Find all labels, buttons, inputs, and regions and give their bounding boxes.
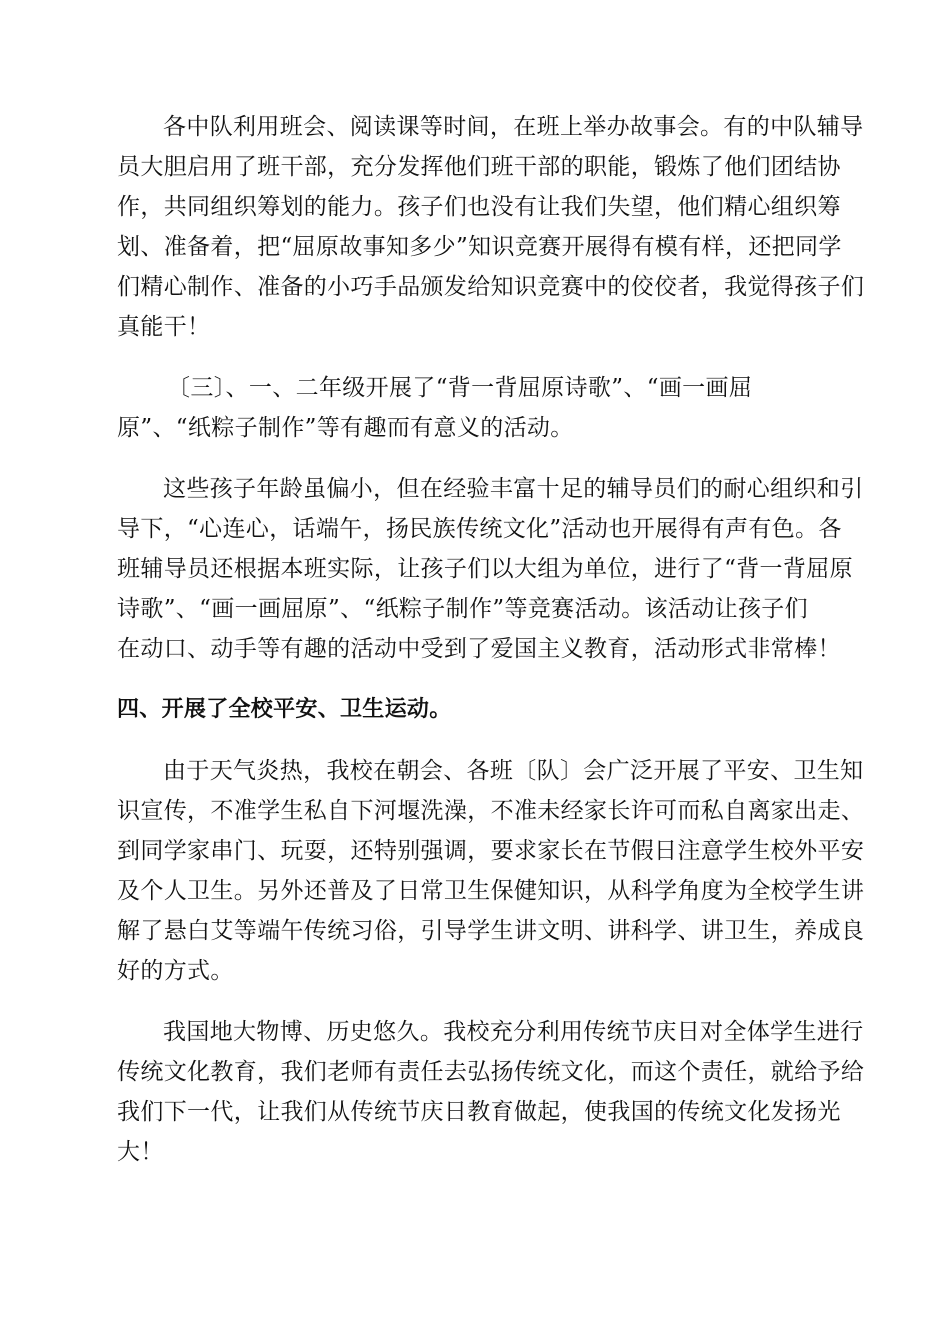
paragraph-story-meetings xyxy=(117,107,865,347)
text-line: 到同学家串门、玩耍，还特别强调，要求家长在节假日注意学生校外平安 xyxy=(117,838,865,864)
paragraph-safety-hygiene xyxy=(117,751,865,991)
text-line: 在动口、动手等有趣的活动中受到了爱国主义教育，活动形式非常棒！ xyxy=(117,636,841,662)
paragraph-gap xyxy=(117,669,837,690)
text-line: 好的方式。 xyxy=(117,958,234,984)
text-line: 班辅导员还根据本班实际，让孩子们以大组为单位，进行了“背一背屈原 xyxy=(117,556,853,582)
text-line: 识宣传，不准学生私自下河堰洗澡，不准未经家长许可而私自离家出走、 xyxy=(117,798,865,824)
paragraph-gap xyxy=(117,448,837,469)
text-line: 我国地大物博、历史悠久。我校充分利用传统节庆日对全体学生进行 xyxy=(163,1019,864,1045)
text-line: 员大胆启用了班干部，充分发挥他们班干部的职能，锻炼了他们团结协 xyxy=(117,154,841,180)
paragraph-conclusion xyxy=(117,1012,865,1172)
subheading-grade-one-two xyxy=(117,368,837,448)
text-line: 解了悬白艾等端午传统习俗，引导学生讲文明、讲科学、讲卫生，养成良 xyxy=(117,918,865,944)
text-line: 导下，“心连心，话端午，扬民族传统文化”活动也开展得有声有色。各 xyxy=(117,516,842,542)
text-line: 这些孩子年龄虽偏小，但在经验丰富十足的辅导员们的耐心组织和引 xyxy=(163,476,864,502)
text-line: 我们下一代，让我们从传统节庆日教育做起，使我国的传统文化发扬光 xyxy=(117,1099,841,1125)
text-line: 大！ xyxy=(117,1139,164,1165)
text-line: 诗歌”、“画一画屈原”、“纸粽子制作”等竞赛活动。该活动让孩子们 xyxy=(117,596,808,622)
section-heading-safety-hygiene xyxy=(117,690,837,730)
text-line: 作，共同组织筹划的能力。孩子们也没有让我们失望，他们精心组织筹 xyxy=(117,194,841,220)
paragraph-young-children xyxy=(117,469,864,669)
text-line: 及个人卫生。另外还普及了日常卫生保健知识，从科学角度为全校学生讲 xyxy=(117,878,865,904)
text-line: 真能干！ xyxy=(117,314,211,340)
text-line: 们精心制作、准备的小巧手品颁发给知识竞赛中的佼佼者，我觉得孩子们 xyxy=(117,274,865,300)
text-line: 〔三〕、一、二年级开展了“背一背屈原诗歌”、“画一画屈 xyxy=(167,375,753,401)
text-line: 划、准备着，把“屈原故事知多少”知识竞赛开展得有模有样，还把同学 xyxy=(117,234,842,260)
section-heading: 四、开展了全校平安、卫生运动。 xyxy=(117,697,452,722)
text-line: 传统文化教育，我们老师有责任去弘扬传统文化，而这个责任，就给予给 xyxy=(117,1059,865,1085)
paragraph-gap xyxy=(117,991,837,1012)
text-line: 各中队利用班会、阅读课等时间，在班上举办故事会。有的中队辅导 xyxy=(163,114,864,140)
paragraph-gap xyxy=(117,347,837,368)
paragraph-gap xyxy=(117,730,837,751)
text-line: 由于天气炎热，我校在朝会、各班〔队〕会广泛开展了平安、卫生知 xyxy=(163,758,864,784)
text-line: 原”、“纸粽子制作”等有趣而有意义的活动。 xyxy=(117,415,574,441)
document-page xyxy=(117,107,865,1172)
